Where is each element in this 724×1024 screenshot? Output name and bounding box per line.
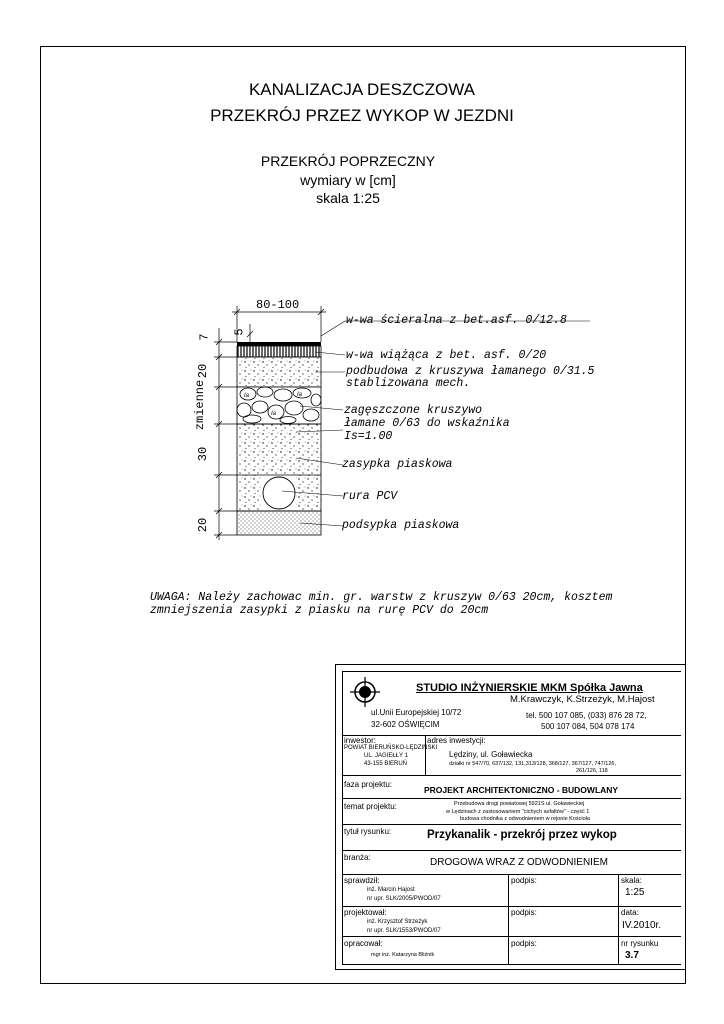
scale-label: skala: bbox=[621, 876, 642, 885]
investment-address-label: adres inwestycji: bbox=[427, 736, 486, 745]
dim-30: 30 bbox=[196, 446, 211, 462]
label-pvc-pipe: rura PCV bbox=[342, 490, 398, 503]
label-crushed-1: zagęszczone kruszywo bbox=[344, 404, 483, 417]
label-crushed-3: Is=1.00 bbox=[344, 430, 393, 443]
note-line-2: zmniejszenia zasypki z piasku na rurę PCV do 20cm bbox=[150, 604, 489, 617]
company-logo-icon bbox=[350, 677, 380, 707]
subtitle: PRZEKRÓJ POPRZECZNY bbox=[260, 153, 436, 169]
investment-address-2: działki nr 547/70, 637/132, 131,313/128, 368/127, 367/127, 747/126, bbox=[449, 761, 616, 767]
investment-address-1: Lędziny, ul. Goławiecka bbox=[449, 750, 533, 759]
checked-name: inż. Marcin Hajost bbox=[367, 887, 415, 893]
topic-line-3: budowa chodnika z odwodnieniem w rejonie Kościoła bbox=[460, 816, 590, 822]
branch-value: DROGOWA WRAZ Z ODWODNIENIEM bbox=[430, 857, 608, 868]
designed-label: projektował: bbox=[344, 908, 387, 917]
designed-name: inż. Krzysztof Strzeżyk bbox=[367, 919, 428, 925]
label-subbase-1: podbudowa z kruszywa łamanego 0/31.5 bbox=[346, 365, 595, 378]
investor-line-3: 43-155 BIERUŃ bbox=[364, 761, 408, 767]
designed-sign-label: podpis: bbox=[511, 908, 537, 917]
drawing-title: Przykanalik - przekrój przez wykop bbox=[427, 829, 617, 841]
title-line-2: PRZEKRÓJ PRZEZ WYKOP W JEZDNI bbox=[210, 106, 514, 125]
drafted-name: mgr inż. Katarzyna Bliźnik bbox=[371, 952, 435, 958]
svg-text:Ia: Ia bbox=[297, 392, 303, 398]
company-address-2: 32-602 OŚWIĘCIM bbox=[371, 720, 440, 729]
topic-line-2: w Lędzinach z zastosowaniem "cichych asfaltów" - część 1 bbox=[446, 809, 590, 815]
layer-subbase bbox=[237, 357, 321, 387]
investment-address-3: 261/126, 118 bbox=[576, 768, 608, 774]
label-wearing-course: w-wa ścieralna z bet.asf. 0/12.8 bbox=[346, 314, 567, 327]
phase-label: faza projektu: bbox=[344, 780, 393, 789]
title-block bbox=[335, 664, 686, 970]
investor-line-1: POWIAT BIERUŃSKO-LĘDZIŃSKI bbox=[344, 745, 438, 751]
investor-label: inwestor: bbox=[344, 736, 377, 745]
dim-20-bottom: 20 bbox=[196, 517, 211, 533]
dim-top-5: 5 bbox=[232, 328, 247, 336]
dim-20: 20 bbox=[196, 363, 211, 379]
date-value: IV.2010r. bbox=[622, 920, 662, 931]
note-line-1: UWAGA: Należy zachowac min. gr. warstw z kruszyw 0/63 20cm, kosztem bbox=[150, 591, 613, 604]
designed-number: nr upr. SLK/1553/PWOD/07 bbox=[367, 928, 441, 934]
dim-7: 7 bbox=[197, 333, 212, 341]
dim-zmienne: zmienne bbox=[193, 379, 208, 431]
label-subbase-2: stablizowana mech. bbox=[346, 377, 471, 390]
checked-sign-label: podpis: bbox=[511, 876, 537, 885]
units: wymiary w [cm] bbox=[300, 172, 396, 188]
topic-label: temat projektu: bbox=[344, 802, 397, 811]
layer-crushed-stone bbox=[237, 387, 321, 424]
layer-binder-course bbox=[237, 346, 321, 357]
topic-line-1: Przebudowa drogi powiatowej 5921S ul. Goławieckiej bbox=[454, 801, 585, 807]
company-partners: M.Krawczyk, K.Strzeżyk, M.Hajost bbox=[510, 694, 655, 705]
company-tel-1: tel. 500 107 085, (033) 876 28 72, bbox=[526, 711, 647, 720]
layer-sand-bedding bbox=[237, 511, 321, 535]
company-address-1: ul.Unii Europejskiej 10/72 bbox=[371, 708, 462, 717]
scale-value: 1:25 bbox=[625, 887, 645, 898]
checked-number: nr upr. SLK/2005/PWOD/07 bbox=[367, 896, 441, 902]
label-sand-backfill: zasypka piaskowa bbox=[342, 458, 453, 471]
company-name: STUDIO INŻYNIERSKIE MKM Spółka Jawna bbox=[416, 682, 643, 694]
title-line-1: KANALIZACJA DESZCZOWA bbox=[248, 80, 476, 99]
scale-text: skala 1:25 bbox=[316, 190, 380, 206]
number-value: 3.7 bbox=[625, 950, 639, 961]
svg-text:Ia: Ia bbox=[244, 393, 250, 399]
label-binder-course: w-wa wiążąca z bet. asf. 0/20 bbox=[346, 349, 547, 362]
checked-label: sprawdził: bbox=[344, 876, 380, 885]
svg-text:Ia: Ia bbox=[271, 411, 277, 417]
layer-wearing-course bbox=[237, 342, 321, 346]
drawing-label: tytuł rysunku: bbox=[344, 827, 392, 836]
number-label: nr rysunku bbox=[621, 939, 659, 948]
branch-label: branża: bbox=[344, 853, 371, 862]
drafted-sign-label: podpis: bbox=[511, 939, 537, 948]
label-crushed-2: łamane 0/63 do wskaźnika bbox=[344, 417, 510, 430]
dim-width: 80-100 bbox=[256, 298, 300, 312]
label-sand-bedding: podsypka piaskowa bbox=[342, 519, 460, 532]
drafted-label: opracował: bbox=[344, 939, 383, 948]
date-label: data: bbox=[621, 908, 639, 917]
company-tel-2: 500 107 084, 504 078 174 bbox=[541, 722, 635, 731]
investor-line-2: UL. JAGIEŁŁY 1 bbox=[364, 753, 408, 759]
phase-value: PROJEKT ARCHITEKTONICZNO - BUDOWLANY bbox=[424, 785, 619, 795]
